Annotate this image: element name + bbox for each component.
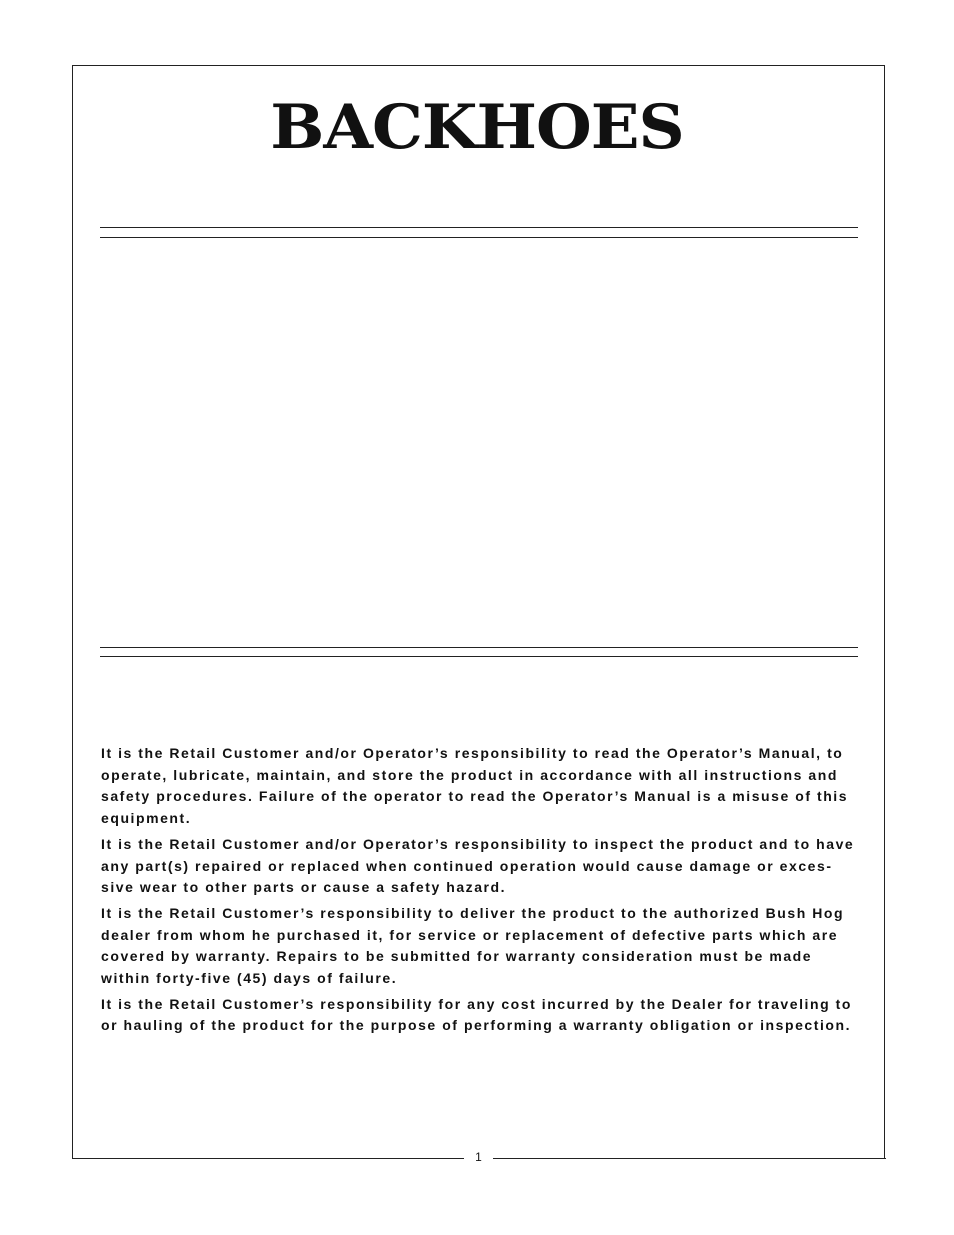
bottom-border-left (72, 1158, 464, 1159)
divider-bottom-2 (100, 656, 858, 657)
bottom-border-right (493, 1158, 886, 1159)
notice-paragraph-inspection: It is the Retail Customer and/or Operator’s responsibility to inspect the product and to have any part(s) repaired or replaced when continued operation would cause damage or exces-sive wear to other parts or cause a safety hazard. (101, 835, 855, 896)
divider-top-2 (100, 237, 858, 238)
notice-paragraph-manual: It is the Retail Customer and/or Operator’s responsibility to read the Operator’s Manual, to operate, lubricate, maintain, and store the product in accordance with all instructions and safety procedures. Failure of the operator to read the Operator’s Manual is a misuse of this equipment. (101, 745, 849, 827)
document-title: BACKHOES (270, 91, 684, 164)
notice-paragraph-warranty: It is the Retail Customer’s responsibility to deliver the product to the authorized Bush Hog dealer from whom he purchased it, for service or replacement of defective parts which are covered by warranty. Repairs to be submitted for warranty consideration must be made within forty-five (45) days of failure. (101, 904, 845, 987)
page-number: 1 (464, 1150, 493, 1164)
divider-bottom-1 (100, 647, 858, 648)
notice-paragraph-cost: It is the Retail Customer’s responsibility for any cost incurred by the Dealer for traveling to or hauling of the product for the purpose of performing a warranty obligation or inspection. (101, 995, 852, 1034)
divider-top-1 (100, 227, 858, 228)
responsibility-notice (101, 743, 861, 1041)
